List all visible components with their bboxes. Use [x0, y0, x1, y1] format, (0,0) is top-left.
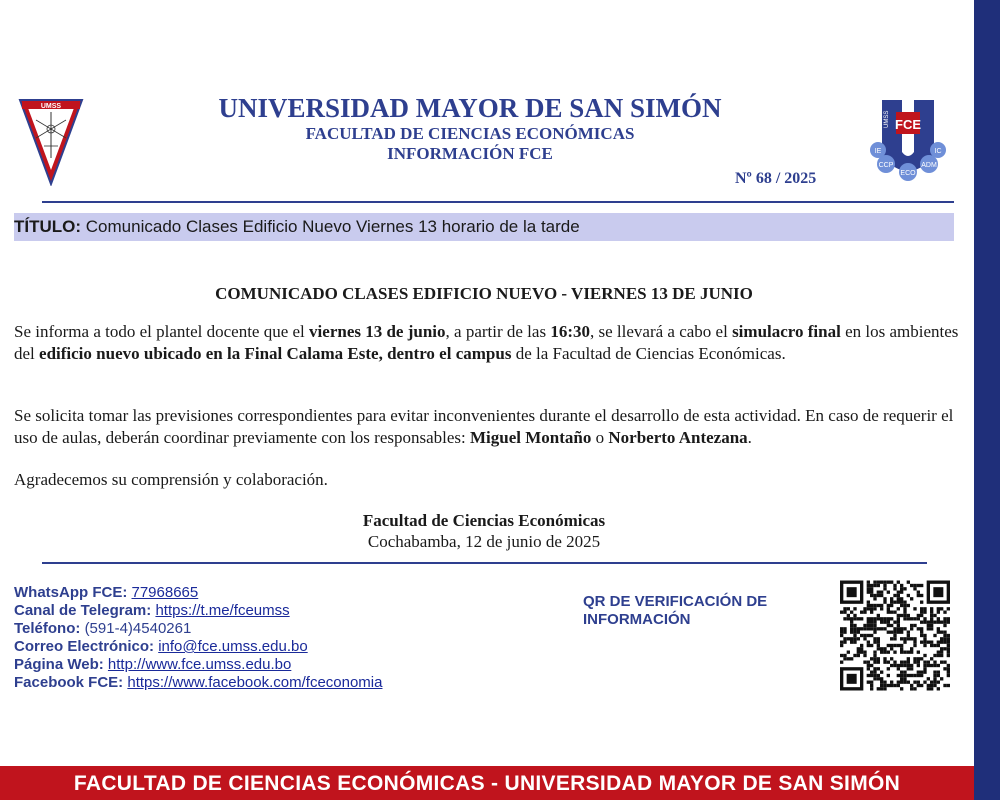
- title-label: TÍTULO:: [14, 217, 82, 236]
- email-link[interactable]: info@fce.umss.edu.bo: [158, 638, 308, 655]
- svg-text:ECO: ECO: [900, 170, 916, 177]
- title-text: Comunicado Clases Edificio Nuevo Viernes 13 horario de la tarde: [85, 217, 580, 236]
- signature-place-date: Cochabamba, 12 de junio de 2025: [367, 532, 601, 551]
- qr-code[interactable]: [840, 578, 950, 693]
- svg-text:IE: IE: [874, 148, 882, 155]
- faculty-name: FACULTAD DE CIENCIAS ECONÓMICAS: [305, 124, 635, 143]
- svg-text:UMSS: UMSS: [884, 110, 890, 128]
- communique-subject: COMUNICADO CLASES EDIFICIO NUEVO - VIERNES 13 DE JUNIO: [215, 284, 753, 303]
- paragraph-1: Se informa a todo el plantel docente que el viernes 13 de junio, a partir de las 16:30, se llevará a cabo el simulacro final en los ambientes del edificio nuevo ubicado en la Final Calama Este, dentro el campus de la Facultad de Ciencias Económicas.: [14, 322, 959, 363]
- title-bar: [14, 213, 954, 241]
- footer-band: FACULTAD DE CIENCIAS ECONÓMICAS - UNIVERSIDAD MAYOR DE SAN SIMÓN: [0, 766, 974, 800]
- bulletin-number: Nº 68 / 2025: [735, 170, 817, 187]
- contact-facebook: Facebook FCE: https://www.facebook.com/fceconomia: [14, 674, 383, 691]
- qr-label: QR DE VERIFICACIÓN DE INFORMACIÓN: [583, 593, 768, 628]
- svg-text:ADM: ADM: [921, 162, 937, 169]
- header-divider: [42, 201, 954, 203]
- paragraph-2: Se solicita tomar las previsiones correspondientes para evitar inconvenientes durante el desarrollo de esta actividad. En caso de requerir el uso de aulas, deberán coordinar previamente con los responsables: Miguel Montaño o Norberto Antezana.: [14, 406, 954, 447]
- right-sidebar-bar: [974, 0, 1000, 800]
- website-link[interactable]: http://www.fce.umss.edu.bo: [107, 656, 292, 673]
- whatsapp-link[interactable]: 77968665: [131, 584, 199, 601]
- facebook-link[interactable]: https://www.facebook.com/fceconomia: [127, 674, 383, 691]
- fce-logo: [866, 98, 950, 182]
- contact-whatsapp: WhatsApp FCE: 77968665: [14, 584, 199, 601]
- contact-list: [14, 584, 382, 692]
- contact-email: Correo Electrónico: info@fce.umss.edu.bo: [14, 638, 308, 655]
- contact-web: Página Web: http://www.fce.umss.edu.bo: [14, 656, 292, 673]
- paragraph-3: Agradecemos su comprensión y colaboración.: [14, 470, 328, 489]
- svg-text:CCP: CCP: [878, 162, 894, 169]
- section-name: INFORMACIÓN FCE: [387, 144, 553, 163]
- umss-logo: [18, 98, 84, 186]
- body-divider: [42, 562, 927, 564]
- svg-text:IC: IC: [934, 148, 942, 155]
- fce-logo-text: FCE: [895, 117, 921, 132]
- contact-phone: Teléfono: (591-4)4540261: [14, 620, 192, 637]
- letterhead: [100, 93, 840, 164]
- umss-logo-text: UMSS: [40, 103, 62, 110]
- signature-block: [14, 510, 954, 552]
- signature-org: Facultad de Ciencias Económicas: [362, 511, 606, 530]
- contact-telegram: Canal de Telegram: https://t.me/fceumss: [14, 602, 290, 619]
- telegram-link[interactable]: https://t.me/fceumss: [155, 602, 290, 619]
- university-name: UNIVERSIDAD MAYOR DE SAN SIMÓN: [218, 93, 722, 123]
- phone-number: (591-4)4540261: [84, 620, 192, 637]
